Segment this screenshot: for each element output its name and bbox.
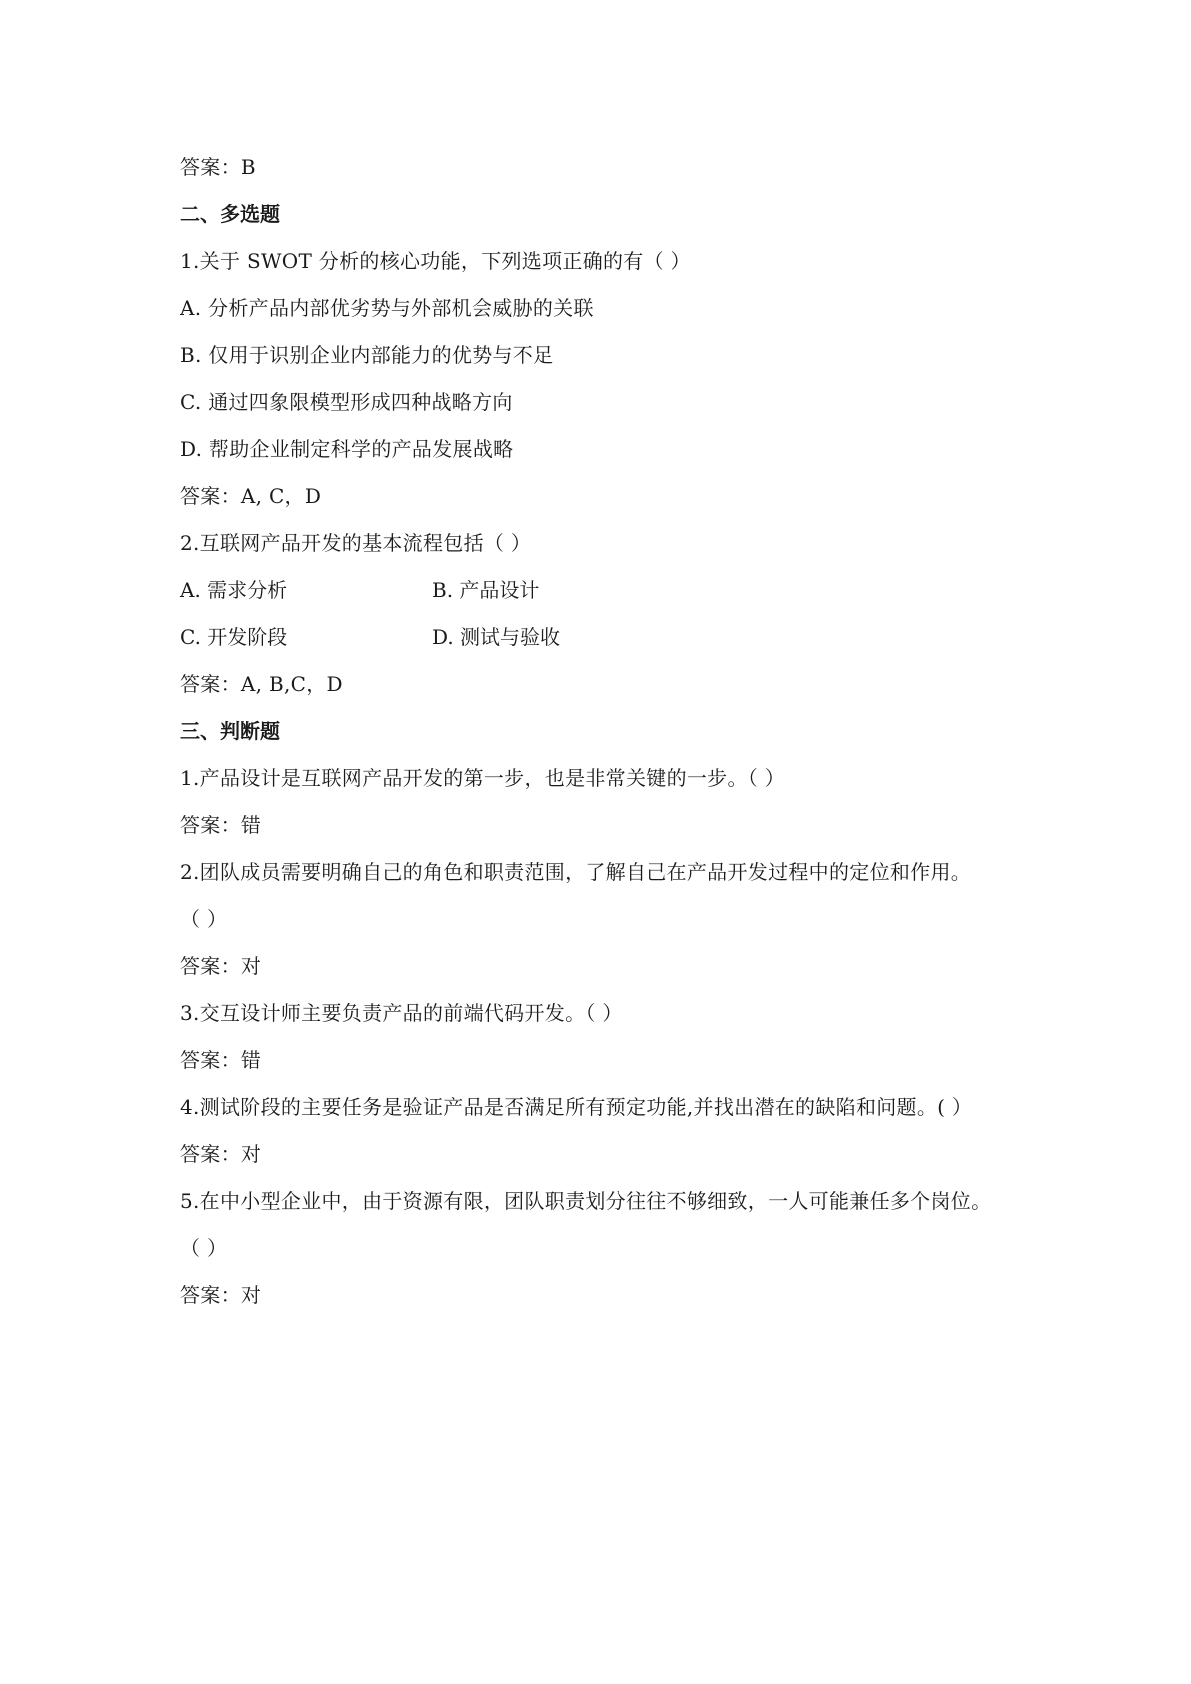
answer: 答案：对 bbox=[180, 1283, 262, 1307]
answer: 答案：错 bbox=[180, 1048, 262, 1072]
top-answer: 答案：B bbox=[180, 155, 256, 179]
section-heading-multiple-choice: 二、多选题 bbox=[180, 202, 280, 226]
answer: 答案：A, C，D bbox=[180, 484, 322, 508]
option-a: A. 需求分析 bbox=[180, 578, 288, 602]
option-c: C. 通过四象限模型形成四种战略方向 bbox=[180, 390, 513, 414]
question-stem-continuation: （ ） bbox=[180, 1236, 228, 1260]
answer: 答案：A, B,C，D bbox=[180, 672, 343, 696]
question-stem: 2.互联网产品开发的基本流程包括（ ） bbox=[180, 531, 532, 555]
question-stem: 3.交互设计师主要负责产品的前端代码开发。（ ） bbox=[180, 1001, 623, 1025]
option-d: D. 测试与验收 bbox=[432, 625, 561, 649]
document-body bbox=[180, 144, 1040, 1319]
question-stem: 5.在中小型企业中，由于资源有限，团队职责划分往往不够细致，一人可能兼任多个岗位。 bbox=[180, 1189, 992, 1213]
question-stem-continuation: （ ） bbox=[180, 907, 228, 931]
answer: 答案：对 bbox=[180, 1142, 262, 1166]
option-d: D. 帮助企业制定科学的产品发展战略 bbox=[180, 437, 514, 461]
answer: 答案：错 bbox=[180, 813, 262, 837]
section-heading-true-false: 三、判断题 bbox=[180, 719, 280, 743]
question-stem: 4.测试阶段的主要任务是验证产品是否满足所有预定功能,并找出潜在的缺陷和问题。( ） bbox=[180, 1095, 973, 1119]
option-c: C. 开发阶段 bbox=[180, 625, 288, 649]
option-b: B. 产品设计 bbox=[432, 578, 540, 602]
answer: 答案：对 bbox=[180, 954, 262, 978]
option-row bbox=[180, 614, 1040, 661]
question-stem: 2.团队成员需要明确自己的角色和职责范围，了解自己在产品开发过程中的定位和作用。 bbox=[180, 860, 972, 884]
option-row bbox=[180, 567, 1040, 614]
question-stem: 1.产品设计是互联网产品开发的第一步，也是非常关键的一步。（ ） bbox=[180, 766, 786, 790]
option-b: B. 仅用于识别企业内部能力的优势与不足 bbox=[180, 343, 554, 367]
question-stem: 1.关于 SWOT 分析的核心功能，下列选项正确的有（ ） bbox=[180, 249, 691, 273]
option-a: A. 分析产品内部优劣势与外部机会威胁的关联 bbox=[180, 296, 594, 320]
